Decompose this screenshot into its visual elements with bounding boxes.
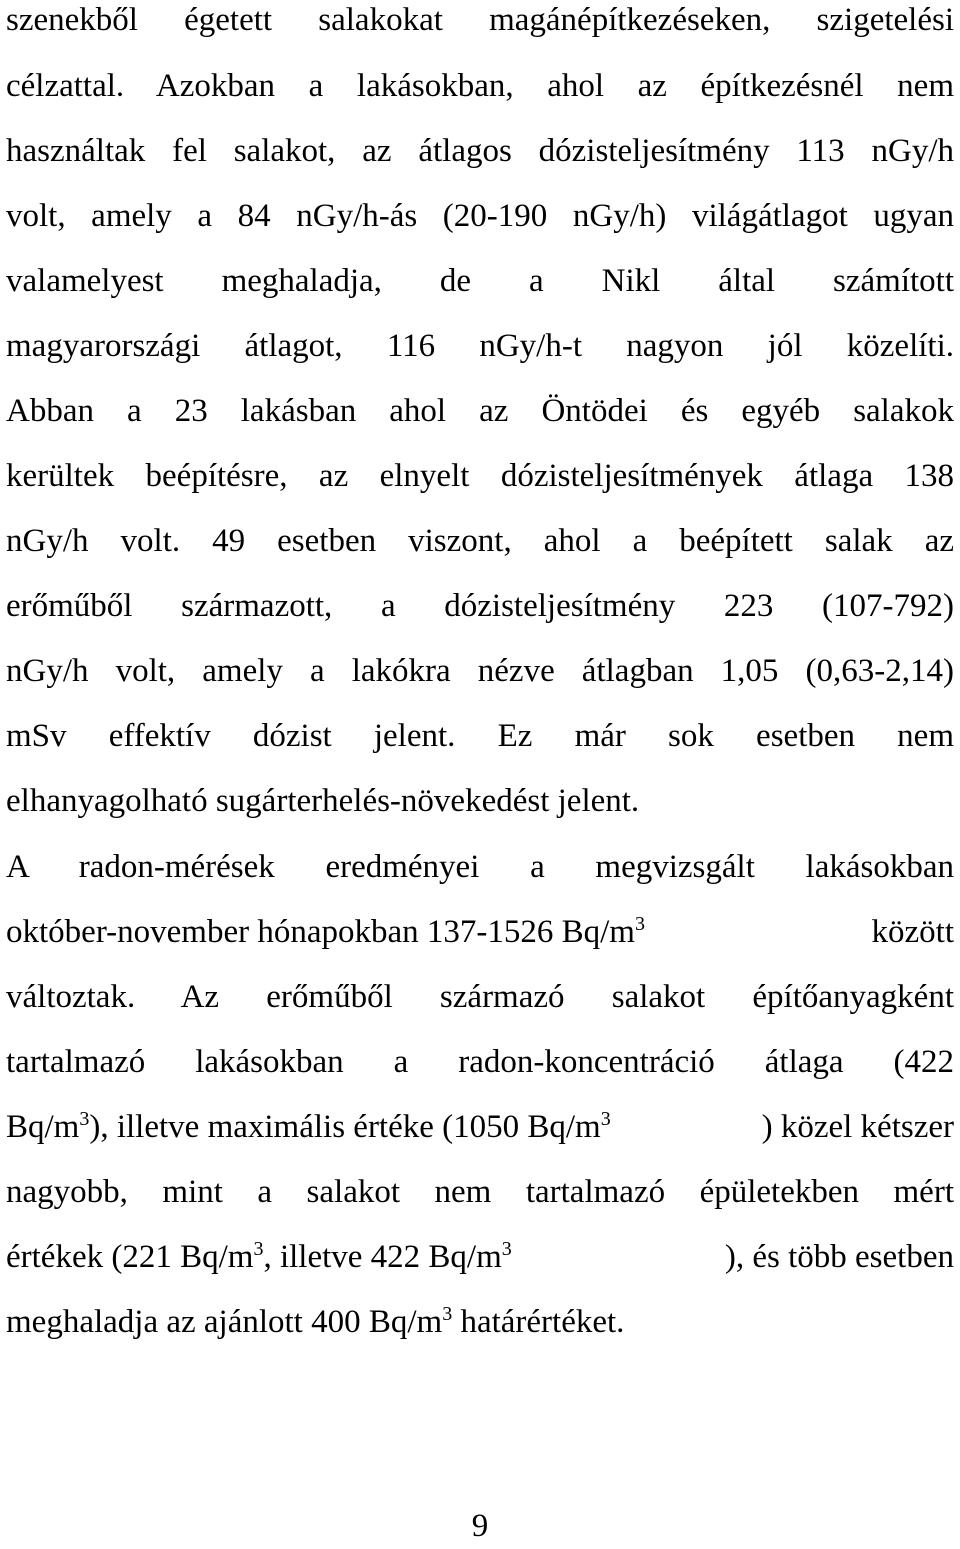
text-line: változtak. Az erőműből származó salakot építőanyagként (6, 979, 954, 1015)
text-line: célzattal. Azokban a lakásokban, ahol az építkezésnél nem (6, 68, 954, 104)
text-line: Abban a 23 lakásban ahol az Öntödei és egyéb salakok (6, 393, 954, 429)
text-span: , illetve 422 Bq/m (263, 1239, 502, 1275)
text-line: nGy/h volt. 49 esetben viszont, ahol a beépített salak az (6, 523, 954, 559)
text-line: kerültek beépítésre, az elnyelt dózisteljesítmények átlaga 138 (6, 458, 954, 494)
text-line: A radon-mérések eredményei a megvizsgált lakásokban (6, 849, 954, 885)
superscript: 3 (600, 1108, 611, 1130)
text-span: között (871, 914, 954, 950)
text-line: nGy/h volt, amely a lakókra nézve átlagban 1,05 (0,63-2,14) (6, 653, 954, 689)
superscript: 3 (253, 1238, 264, 1260)
superscript: 3 (501, 1238, 512, 1260)
text-line: szenekből égetett salakokat magánépítkezéseken, szigetelési (6, 2, 954, 38)
text-line (6, 1302, 954, 1342)
text-line: nagyobb, mint a salakot nem tartalmazó épületekben mért (6, 1174, 954, 1210)
text-span: értékek (221 Bq/m (6, 1239, 254, 1275)
text-span: határértéket. (452, 1304, 625, 1340)
text-line (6, 1107, 954, 1147)
text-line: használtak fel salakot, az átlagos dózisteljesítmény 113 nGy/h (6, 133, 954, 169)
text-line (6, 1237, 954, 1277)
page-number: 9 (471, 1508, 489, 1544)
text-line: mSv effektív dózist jelent. Ez már sok esetben nem (6, 718, 954, 754)
text-span: ) közel kétszer (761, 1109, 954, 1145)
text-line: erőműből származott, a dózisteljesítmény 223 (107-792) (6, 588, 954, 624)
superscript: 3 (634, 913, 645, 935)
text-line: magyarországi átlagot, 116 nGy/h-t nagyon jól közelíti. (6, 328, 954, 364)
text-span: Bq/m (6, 1109, 80, 1145)
text-span: meghaladja az ajánlott 400 Bq/m (6, 1304, 443, 1340)
text-line: volt, amely a 84 nGy/h-ás (20-190 nGy/h) világátlagot ugyan (6, 198, 954, 234)
text-line: valamelyest meghaladja, de a Nikl által számított (6, 263, 954, 299)
text-span: ), illetve maximális értéke (1050 Bq/m (89, 1109, 601, 1145)
text-line: tartalmazó lakásokban a radon-koncentráció átlaga (422 (6, 1044, 954, 1080)
superscript: 3 (442, 1303, 453, 1325)
text-span: ), és több esetben (724, 1239, 954, 1275)
text-span: október-november hónapokban 137-1526 Bq/m (6, 914, 635, 950)
text-line (6, 912, 954, 952)
superscript: 3 (79, 1108, 90, 1130)
text-line: elhanyagolható sugárterhelés-növekedést jelent. (6, 783, 640, 819)
